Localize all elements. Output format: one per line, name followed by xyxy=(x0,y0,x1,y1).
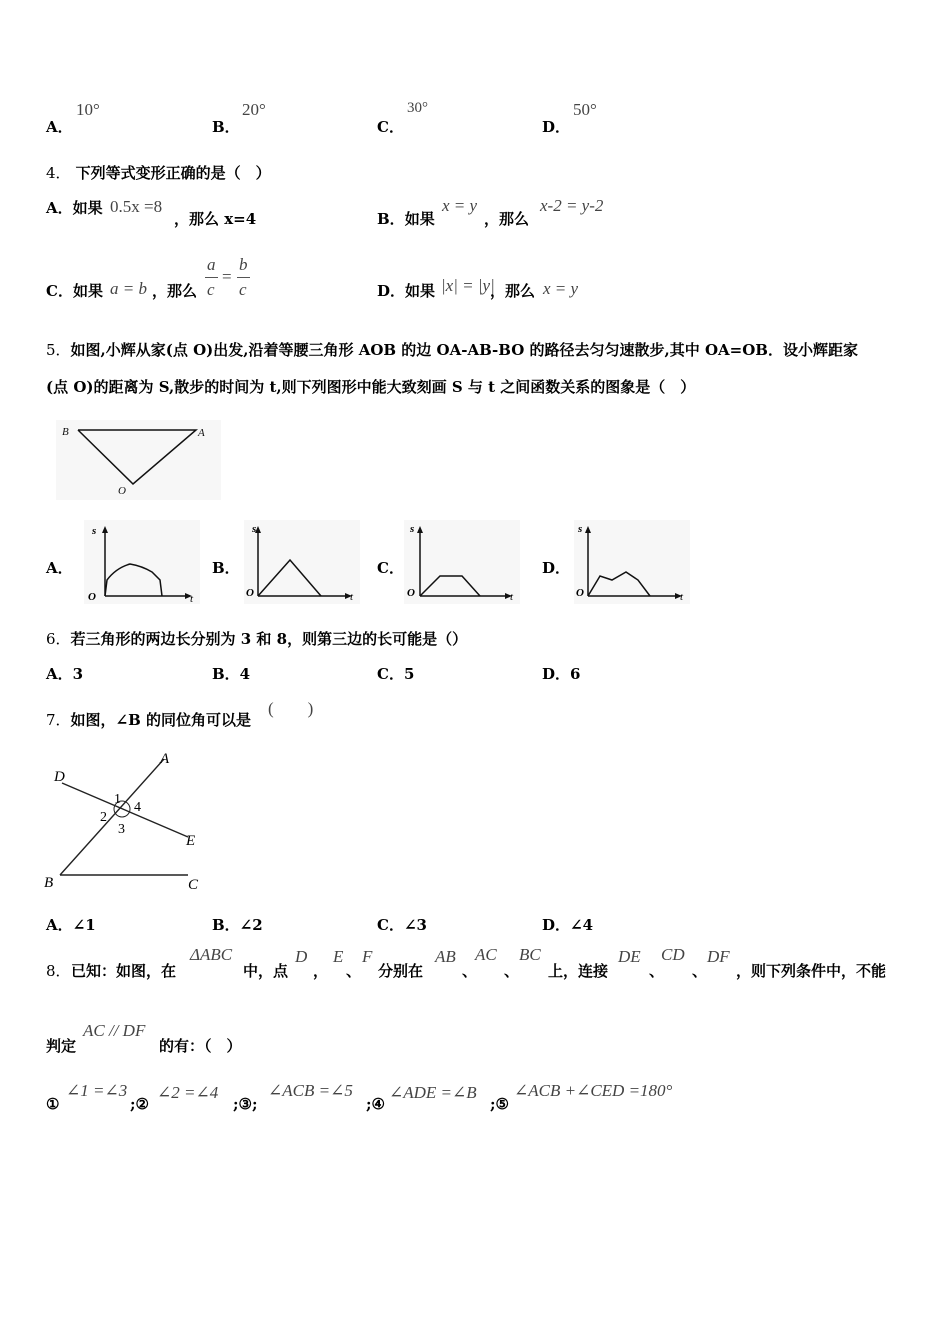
q8-math-bc: BC xyxy=(519,945,541,964)
q8-condition-1-mark: ① xyxy=(46,1095,60,1113)
q8-math-abc: ΔABC xyxy=(190,945,233,964)
q5-question-line1: 如图,小辉从家(点 O)出发,沿着等腰三角形 AOB 的边 OA-AB-BO 的路径去匀匀速散步,其中 OA=OB．设小辉距家 xyxy=(70,341,858,359)
q4-c-frac-bar-2 xyxy=(237,277,250,278)
q8-text-3: ， xyxy=(313,962,329,980)
q5-triangle-label-b: B xyxy=(62,426,69,438)
q5-graph-b-s-label: s xyxy=(252,523,257,535)
q7-label-e: E xyxy=(186,833,196,849)
q7-number: 7． xyxy=(46,711,71,729)
q4-option-a-label: A． xyxy=(46,199,73,217)
q8-separator-4: ;④ xyxy=(366,1095,385,1113)
q7-option-b: B．∠2 xyxy=(212,916,263,934)
q5-graph-a xyxy=(84,520,200,604)
q8-separator-5: ;⑤ xyxy=(490,1095,509,1113)
q5-option-a-label: A． xyxy=(46,559,73,577)
q8-math-ac: AC xyxy=(475,945,497,964)
q8-math-df: DF xyxy=(707,947,730,966)
q4-c-frac-c1: c xyxy=(207,280,215,299)
q4-option-c-label: C． xyxy=(46,282,73,300)
q7-label-2: 2 xyxy=(100,810,107,825)
q8-text-10: 、 xyxy=(692,962,708,980)
q5-graph-d xyxy=(574,520,690,604)
q6-stem xyxy=(46,628,467,649)
q8-text-4: 、 xyxy=(346,962,362,980)
q6-option-b: B．4 xyxy=(212,665,251,683)
q4-option-c-math: a = b xyxy=(110,279,147,298)
q5-triangle-label-o: O xyxy=(118,485,126,497)
q4-option-c xyxy=(46,280,103,301)
q8-line2-text-1: 判定 xyxy=(46,1037,77,1055)
q5-graph-a-t-label: t xyxy=(190,593,194,604)
q8-condition-3: ∠ACB =∠5 xyxy=(268,1081,353,1100)
q8-math-ab: AB xyxy=(435,947,456,966)
q8-text-11: ，则下列条件中，不能 xyxy=(736,962,887,980)
q5-question-line2: (点 O)的距离为 S,散步的时间为 t,则下列图形中能大致刻画 S 与 t 之间函数关系的图象是（ ） xyxy=(46,378,696,396)
q7-label-3: 3 xyxy=(118,822,125,837)
q4-option-d-math2: x = y xyxy=(543,279,579,298)
q4-c-frac-bar-1 xyxy=(205,277,218,278)
q5-stem-line1 xyxy=(46,339,858,360)
q4-c-frac-eq: = xyxy=(222,267,232,286)
q4-option-a xyxy=(46,197,103,218)
q8-text-6: 、 xyxy=(462,962,478,980)
q5-option-c-label: C． xyxy=(377,559,404,577)
q4-option-b-label: B． xyxy=(377,210,405,228)
q5-number: 5． xyxy=(46,341,71,359)
q5-graph-d-o-label: O xyxy=(576,587,584,599)
q8-text-2: 中，点 xyxy=(243,962,289,980)
q5-graph-b xyxy=(244,520,360,604)
q6-option-c: C．5 xyxy=(377,665,415,683)
q7-option-d: D．∠4 xyxy=(542,916,594,934)
q8-condition-5: ∠ACB +∠CED =180° xyxy=(514,1081,673,1100)
q7-stem xyxy=(46,709,251,730)
q5-graph-c-o-label: O xyxy=(407,587,415,599)
q4-option-d-label: D． xyxy=(377,282,406,300)
q8-math-de: DE xyxy=(618,947,641,966)
q4-option-b xyxy=(377,208,435,229)
q4-option-c-text2: ，那么 xyxy=(152,282,198,300)
q8-math-e: E xyxy=(333,947,344,966)
q4-option-a-text1: 如果 xyxy=(72,199,103,217)
q3-option-a-value: 10° xyxy=(76,100,100,119)
q8-line2-math: AC // DF xyxy=(83,1021,146,1040)
q8-math-d: D xyxy=(295,947,308,966)
q4-c-frac-a: a xyxy=(207,255,216,274)
q5-graph-d-t-label: t xyxy=(680,591,684,603)
q5-option-b-label: B． xyxy=(212,559,240,577)
q8-separator-2: ;② xyxy=(130,1095,149,1113)
q3-option-c-label: C． xyxy=(377,118,404,136)
q7-label-a: A xyxy=(160,751,170,767)
q3-option-b-label: B． xyxy=(212,118,240,136)
q7-option-a: A．∠1 xyxy=(46,916,96,934)
q7-option-c: C．∠3 xyxy=(377,916,427,934)
q3-option-c-value: 30° xyxy=(407,100,428,116)
q8-text-9: 、 xyxy=(649,962,665,980)
q5-graph-b-o-label: O xyxy=(246,587,254,599)
q5-triangle-figure xyxy=(56,420,221,500)
q3-option-a-label: A． xyxy=(46,118,73,136)
q4-option-c-fraction xyxy=(204,255,252,301)
q5-graph-c xyxy=(404,520,520,604)
q4-option-b-math: x = y xyxy=(442,196,478,215)
q3-option-d-value: 50° xyxy=(573,100,597,119)
q6-question: 若三角形的两边长分别为 3 和 8，则第三边的长可能是（） xyxy=(70,630,468,648)
q4-option-b-math2: x-2 = y-2 xyxy=(540,196,604,215)
q8-number: 8． xyxy=(46,962,71,980)
q6-option-a: A．3 xyxy=(46,665,84,683)
q4-option-d xyxy=(377,280,435,301)
q8-math-cd: CD xyxy=(661,945,685,964)
q8-condition-4: ∠ADE =∠B xyxy=(389,1083,477,1102)
q7-label-c: C xyxy=(188,877,199,893)
q4-stem xyxy=(46,162,271,183)
q8-separator-3: ;③; xyxy=(233,1095,258,1113)
q4-option-a-math: 0.5x =8 xyxy=(110,197,163,216)
q4-question: 下列等式变形正确的是（ ） xyxy=(75,164,271,182)
q4-option-a-text2: ，那么 x=4 xyxy=(174,210,257,228)
q5-graph-c-s-label: s xyxy=(410,523,415,535)
q5-triangle-label-a: A xyxy=(198,427,205,439)
q5-graph-a-o-label: O xyxy=(88,591,96,603)
q4-option-d-math: |x| = |y| xyxy=(441,276,495,295)
q5-graph-a-s-label: s xyxy=(92,525,97,537)
q4-option-c-text1: 如果 xyxy=(72,282,103,300)
q8-math-f: F xyxy=(362,947,373,966)
q7-line-ba xyxy=(60,759,164,875)
q4-option-d-text2: ，那么 xyxy=(490,282,536,300)
q3-option-d-label: D． xyxy=(542,118,571,136)
q5-graph-b-t-label: t xyxy=(350,591,354,603)
q4-c-frac-b: b xyxy=(239,255,248,274)
q8-condition-2: ∠2 =∠4 xyxy=(157,1083,219,1102)
q7-label-b: B xyxy=(44,875,54,891)
q4-c-frac-c2: c xyxy=(239,280,247,299)
q8-condition-1: ∠1 =∠3 xyxy=(66,1081,128,1100)
q5-graph-d-s-label: s xyxy=(578,523,583,535)
q8-text-5: 分别在 xyxy=(378,962,424,980)
q4-option-d-text1: 如果 xyxy=(405,282,436,300)
q6-number: 6． xyxy=(46,630,71,648)
q8-text-7: 、 xyxy=(504,962,520,980)
q4-option-b-text2: ，那么 xyxy=(484,210,530,228)
q7-question: 如图，∠B 的同位角可以是 xyxy=(70,711,252,729)
q7-label-d: D xyxy=(54,769,65,785)
q7-paren: ( ) xyxy=(268,699,314,718)
q4-number: 4． xyxy=(46,164,71,182)
q8-text-1: 已知：如图，在 xyxy=(71,962,177,980)
q8-line2-text-2: 的有：（ ） xyxy=(159,1037,242,1055)
q7-label-1: 1 xyxy=(114,792,121,807)
q8-text-8: 上，连接 xyxy=(548,962,609,980)
q6-option-d: D．6 xyxy=(542,665,581,683)
q5-graph-c-t-label: t xyxy=(510,591,514,603)
q3-option-b-value: 20° xyxy=(242,100,266,119)
q5-option-d-label: D． xyxy=(542,559,571,577)
q7-label-4: 4 xyxy=(134,800,141,815)
q7-line-de xyxy=(62,783,188,837)
q4-option-b-text1: 如果 xyxy=(404,210,435,228)
q7-figure xyxy=(42,745,212,895)
